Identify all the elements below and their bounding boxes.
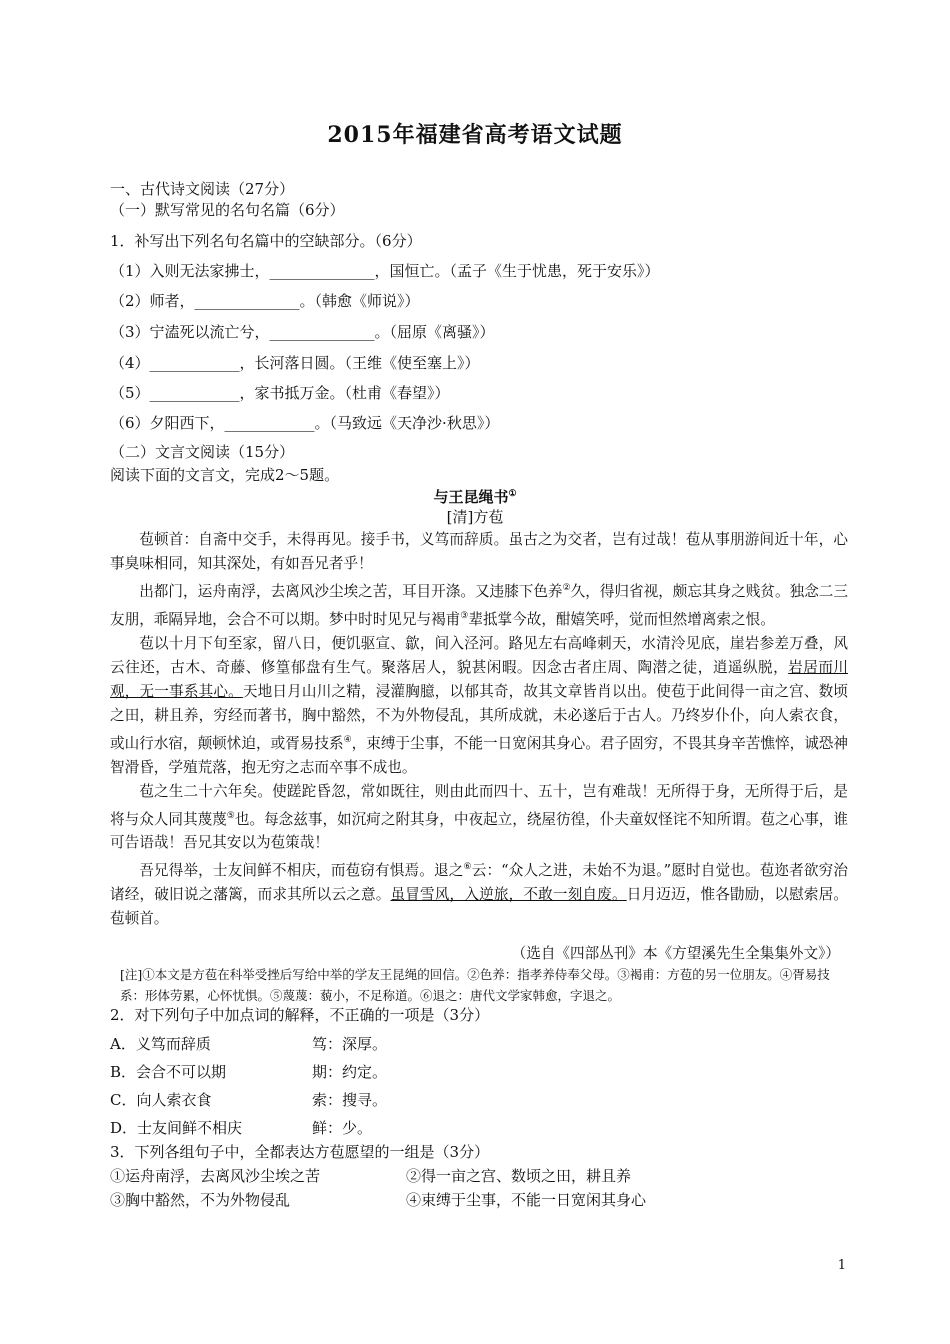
article-body [110,528,848,931]
option-label: C．向人索衣食 [110,1091,212,1109]
fill-item: （6）夕阳西下，____________。（马致远《天净沙·秋思》） [110,414,500,432]
q3-choice: ③胸中豁然，不为外物侵乱 [110,1191,291,1209]
paragraph: 苞顿首：自斋中交手，未得再见。接手书，义笃而辞质。虽古之为交者，岂有过哉！苞从事朋游间近十年，心事臭味相同，知其深处，有如吾兄者乎！ [110,531,848,572]
question-2: 2．对下列句子中加点词的解释，不正确的一项是（3分） [110,1006,490,1024]
option-label: B．会合不可以期 [110,1063,227,1081]
page-title: 2015年福建省高考语文试题 [327,122,623,148]
reading-instruction: 阅读下面的文言文，完成2～5题。 [110,466,340,484]
page-number: 1 [837,1258,846,1273]
option-definition: 期：约定。 [312,1063,388,1081]
option-label: D．士友间鲜不相庆 [110,1119,243,1137]
article-source: （选自《四部丛刊》本《方望溪先生全集集外文》） [511,945,840,962]
subsection-heading: （一）默写常见的名句名篇（6分） [110,201,345,219]
footnotes: [注]①本文是方苞在科举受挫后写给中举的学友王昆绳的回信。②色养：指孝养侍奉父母。③褐甫：方苞的另一位朋友。④胥易技系：形体劳累，心怀忧惧。⑤蔑蔑：藐小，不足称道。⑥退之：唐代文学家韩愈，字退之。 [120,967,830,1003]
fill-item: （3）宁溘死以流亡兮，______________。（屈原《离骚》） [110,323,495,341]
paragraph: 苞之生二十六年矣。使蹉跎昏忽，常如既往，则由此而四十、五十，岂有难哉！无所得于身，无所得于后，是将与众人同其蔑蔑⑤也。每念兹事，如沉疴之附其身，中夜起立，绕屋彷徨，仆夫童奴怪诧不知所谓。苞之心事，谁可告语哉！吾兄其安以为苞策哉！ [110,782,848,852]
paragraph: 出都门，运舟南浮，去离风沙尘埃之苦，耳目开涤。又违膝下色养②久，得归省视，颇忘其身之贱贫。独念二三友朋，乖隔异地，会合不可以期。梦中时时见兄与褐甫③辈抵掌今故，酣嬉笑呼，觉而怛然增离索之恨。 [110,582,848,628]
option-definition: 笃：深厚。 [312,1035,388,1053]
fill-item: （2）师者，______________。（韩愈《师说》） [110,292,420,310]
article-author: [清]方苞 [446,508,504,526]
q3-choice: ④束缚于尘事，不能一日宽闲其身心 [406,1191,647,1209]
option-label: A．义笃而辞质 [110,1035,211,1053]
option-definition: 索：搜寻。 [312,1091,388,1109]
paragraph: 吾兄得举，士友间鲜不相庆，而苞窃有惧焉。退之⑥云：“众人之进，未始不为退。”愿时自觉也。苞迩者欲穷治诸经，破旧说之藩篱，而求其所以云之意。虽冒雪风，入逆旅，不敢一刻自废。日月迈迈，惟各勖励，以慰索居。苞顿首。 [110,862,848,928]
question-3: 3．下列各组句子中，全都表达方苞愿望的一组是（3分） [110,1143,490,1161]
underlined-sentence: 岩居而川观，无一事系其心。 [110,658,848,700]
q3-choice: ①运舟南浮，去离风沙尘埃之苦 [110,1167,321,1185]
section-heading: 一、古代诗文阅读（27分） [110,180,295,198]
paragraph: 苞以十月下旬至家，留八日，便饥驱宣、歙，间入泾河。路见左右高峰刺天，水清泠见底，崖岩参差万叠，风云往还，古木、奇藤、修篁郁盘有生气。聚落居人，貌甚闲暇。因念古者庄周、陶潜之徒，逍遥纵脱，岩居而川观，无一事系其心。天地日月山川之精，浸灌胸臆，以郁其奇，故其文章皆肖以出。使苞于此间得一亩之宫、数顷之田，耕且养，穷经而著书，胸中豁然，不为外物侵乱，其所成就，未必遂后于古人。乃终岁仆仆，向人索衣食，或山行水宿，颠顿怵迫，或胥易技系④，束缚于尘事，不能一日宽闲其身心。君子固穷，不畏其身辛苦憔悴，诚恐神智滑昏，学殖荒落，抱无穷之志而卒事不成也。 [110,634,848,776]
option-definition: 鲜：少。 [312,1119,373,1137]
fill-item: （5）____________，家书抵万金。（杜甫《春望》） [110,384,450,402]
fill-item: （1）入则无法家拂士，______________，国恒亡。（孟子《生于忧患，死于安乐》） [110,262,660,280]
underlined-sentence: 虽冒雪风，入逆旅，不敢一刻自废。 [390,886,627,904]
subsection-heading: （二）文言文阅读（15分） [110,443,295,461]
fill-item: （4）____________，长河落日圆。（王维《使至塞上》） [110,354,480,372]
article-title: 与王昆绳书① [433,488,517,506]
question-1: 1．补写出下列名句名篇中的空缺部分。（6分） [110,232,422,250]
q3-choice: ②得一亩之宫、数顷之田，耕且养 [406,1167,632,1185]
